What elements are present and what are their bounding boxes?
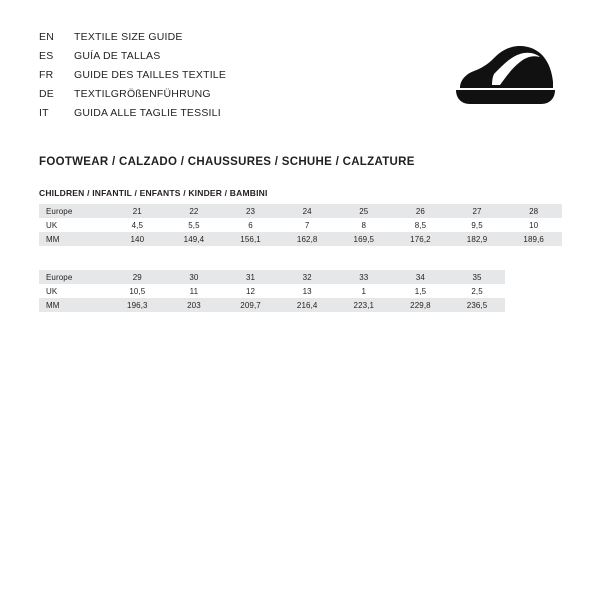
cell: 6 — [222, 218, 279, 232]
cell: 10 — [505, 218, 562, 232]
language-row — [39, 88, 369, 107]
cell — [505, 284, 562, 298]
cell: 5,5 — [166, 218, 223, 232]
language-code: IT — [39, 107, 49, 119]
cell: 12 — [222, 284, 279, 298]
cell: 156,1 — [222, 232, 279, 246]
cell: 7 — [279, 218, 336, 232]
language-row — [39, 107, 369, 126]
language-code: FR — [39, 69, 54, 81]
cell: 169,5 — [336, 232, 393, 246]
cell: 149,4 — [166, 232, 223, 246]
cell: 8,5 — [392, 218, 449, 232]
row-label: Europe — [39, 270, 109, 284]
cell: 223,1 — [336, 298, 393, 312]
table-row — [39, 284, 562, 298]
cell: 229,8 — [392, 298, 449, 312]
cell: 29 — [109, 270, 166, 284]
cell: 34 — [392, 270, 449, 284]
size-table-children-1 — [39, 204, 562, 246]
table-row — [39, 218, 562, 232]
cell: 28 — [505, 204, 562, 218]
cell: 23 — [222, 204, 279, 218]
section-subtitle: CHILDREN / INFANTIL / ENFANTS / KINDER / BAMBINI — [39, 188, 268, 198]
cell: 32 — [279, 270, 336, 284]
cell: 11 — [166, 284, 223, 298]
cell: 22 — [166, 204, 223, 218]
cell: 196,3 — [109, 298, 166, 312]
table-row — [39, 232, 562, 246]
shoe-icon — [454, 38, 558, 106]
cell: 140 — [109, 232, 166, 246]
table-row — [39, 204, 562, 218]
cell: 182,9 — [449, 232, 506, 246]
cell: 26 — [392, 204, 449, 218]
language-row — [39, 31, 369, 50]
cell: 2,5 — [449, 284, 506, 298]
cell: 31 — [222, 270, 279, 284]
row-label: MM — [39, 232, 109, 246]
cell: 203 — [166, 298, 223, 312]
language-title: GUÍA DE TALLAS — [74, 50, 161, 62]
language-code: ES — [39, 50, 54, 62]
row-label: MM — [39, 298, 109, 312]
cell: 13 — [279, 284, 336, 298]
language-code: EN — [39, 31, 54, 43]
cell: 9,5 — [449, 218, 506, 232]
cell: 162,8 — [279, 232, 336, 246]
language-title: TEXTILGRÖßENFÜHRUNG — [74, 88, 211, 100]
cell: 209,7 — [222, 298, 279, 312]
cell: 8 — [336, 218, 393, 232]
cell: 33 — [336, 270, 393, 284]
table-row — [39, 270, 562, 284]
cell: 30 — [166, 270, 223, 284]
row-label: UK — [39, 284, 109, 298]
table-row — [39, 298, 562, 312]
cell: 1,5 — [392, 284, 449, 298]
language-code: DE — [39, 88, 54, 100]
cell: 1 — [336, 284, 393, 298]
cell: 25 — [336, 204, 393, 218]
row-label: Europe — [39, 204, 109, 218]
cell — [505, 298, 562, 312]
cell: 27 — [449, 204, 506, 218]
size-table-children-2 — [39, 270, 562, 312]
cell: 189,6 — [505, 232, 562, 246]
cell: 24 — [279, 204, 336, 218]
language-title: GUIDE DES TAILLES TEXTILE — [74, 69, 227, 81]
language-title: GUIDA ALLE TAGLIE TESSILI — [74, 107, 221, 119]
cell: 10,5 — [109, 284, 166, 298]
cell: 4,5 — [109, 218, 166, 232]
cell: 176,2 — [392, 232, 449, 246]
cell: 35 — [449, 270, 506, 284]
row-label: UK — [39, 218, 109, 232]
cell: 21 — [109, 204, 166, 218]
section-title: FOOTWEAR / CALZADO / CHAUSSURES / SCHUHE / CALZATURE — [39, 156, 415, 168]
language-row — [39, 50, 369, 69]
language-title-list — [39, 31, 369, 126]
language-row — [39, 69, 369, 88]
language-title: TEXTILE SIZE GUIDE — [74, 31, 183, 43]
cell: 216,4 — [279, 298, 336, 312]
cell: 236,5 — [449, 298, 506, 312]
cell — [505, 270, 562, 284]
